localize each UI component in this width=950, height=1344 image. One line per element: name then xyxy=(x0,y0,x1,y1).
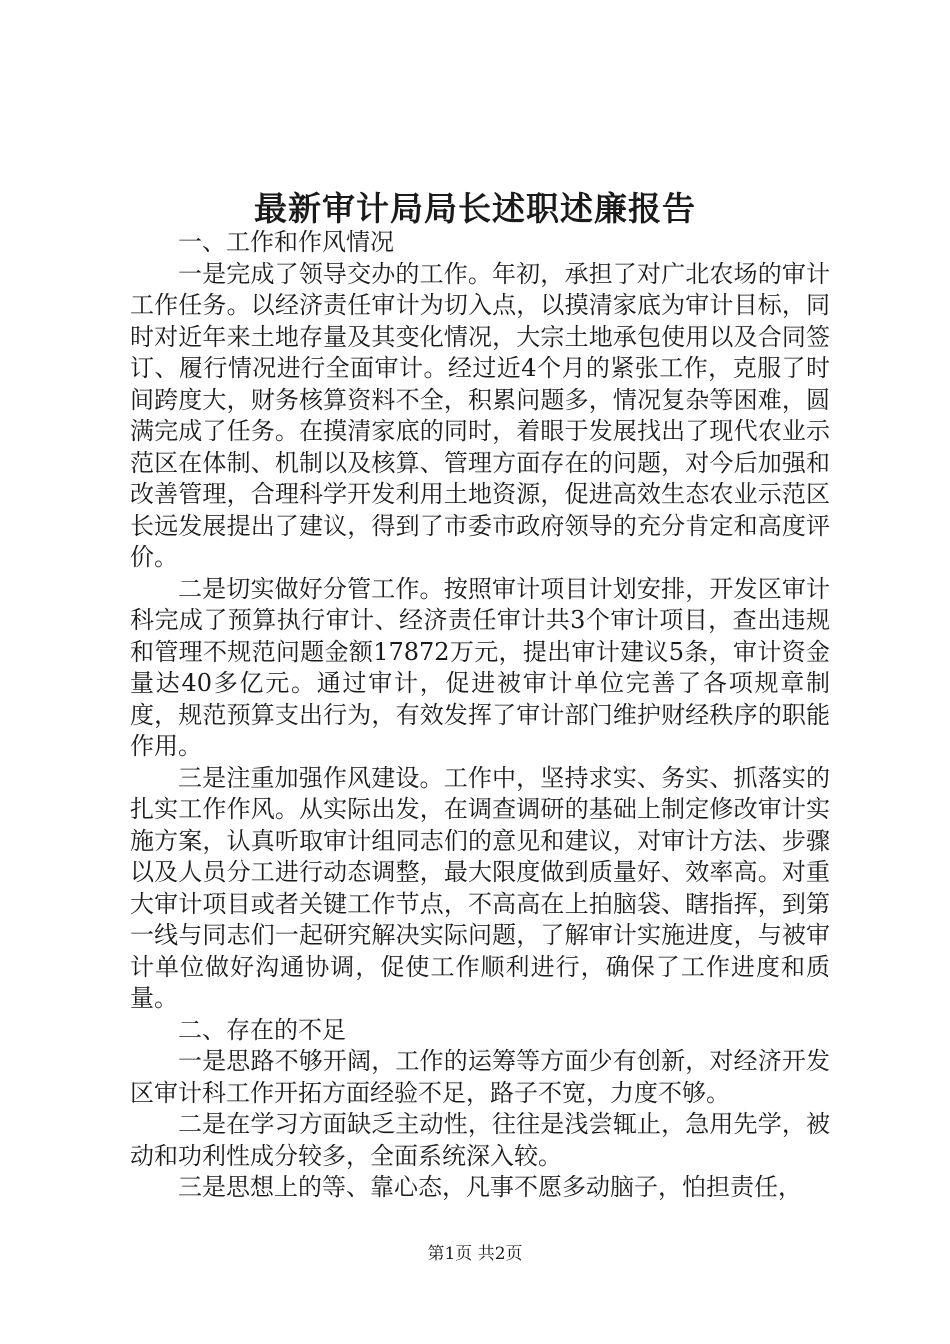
body-paragraph: 三是注重加强作风建设。工作中，坚持求实、务实、抓落实的扎实工作作风。从实际出发，在调查调研的基础上制定修改审计实施方案，认真听取审计组同志们的意见和建议，对审计方法、步骤以及人员分工进行动态调整，最大限度做到质量好、效率高。对重大审计项目或者关键工作节点，不高高在上拍脑袋、瞎指挥，到第一线与同志们一起研究解决实际问题，了解审计实施进度，与被审计单位做好沟通协调，促使工作顺利进行，确保了工作进度和质量。 xyxy=(130,763,830,1012)
body-paragraph: 一是思路不够开阔，工作的运筹等方面少有创新，对经济开发区审计科工作开拓方面经验不足，路子不宽，力度不够。 xyxy=(130,1047,830,1107)
document-title: 最新审计局局长述职述廉报告 xyxy=(254,189,696,228)
body-paragraph: 一是完成了领导交办的工作。年初，承担了对广北农场的审计工作任务。以经济责任审计为切入点，以摸清家底为审计目标，同时对近年来土地存量及其变化情况，大宗土地承包使用以及合同签订、履行情况进行全面审计。经过近4个月的紧张工作，克服了时间跨度大，财务核算资料不全，积累问题多，情况复杂等困难，圆满完成了任务。在摸清家底的同时，着眼于发展找出了现代农业示范区在体制、机制以及核算、管理方面存在的问题，对今后加强和改善管理，合理科学开发利用土地资源，促进高效生态农业示范区长远发展提出了建议，得到了市委市政府领导的充分肯定和高度评价。 xyxy=(130,259,830,571)
document-body xyxy=(130,227,830,1204)
section-heading: 二、存在的不足 xyxy=(178,1015,346,1044)
body-paragraph: 三是思想上的等、靠心态，凡事不愿多动脑子，怕担责任， xyxy=(178,1173,802,1201)
section-heading: 一、工作和作风情况 xyxy=(178,228,394,256)
body-paragraph: 二是在学习方面缺乏主动性，往往是浅尝辄止，急用先学，被动和功利性成分较多，全面系统深入较。 xyxy=(130,1110,830,1170)
body-paragraph: 二是切实做好分管工作。按照审计项目计划安排，开发区审计科完成了预算执行审计、经济责任审计共3个审计项目，查出违规和管理不规范问题金额17872万元，提出审计建议5条，审计资金量达40多亿元。通过审计，促进被审计单位完善了各项规章制度，规范预算支出行为，有效发挥了审计部门维护财经秩序的职能作用。 xyxy=(130,574,830,760)
page-number-footer: 第1页 共2页 xyxy=(427,1244,523,1264)
